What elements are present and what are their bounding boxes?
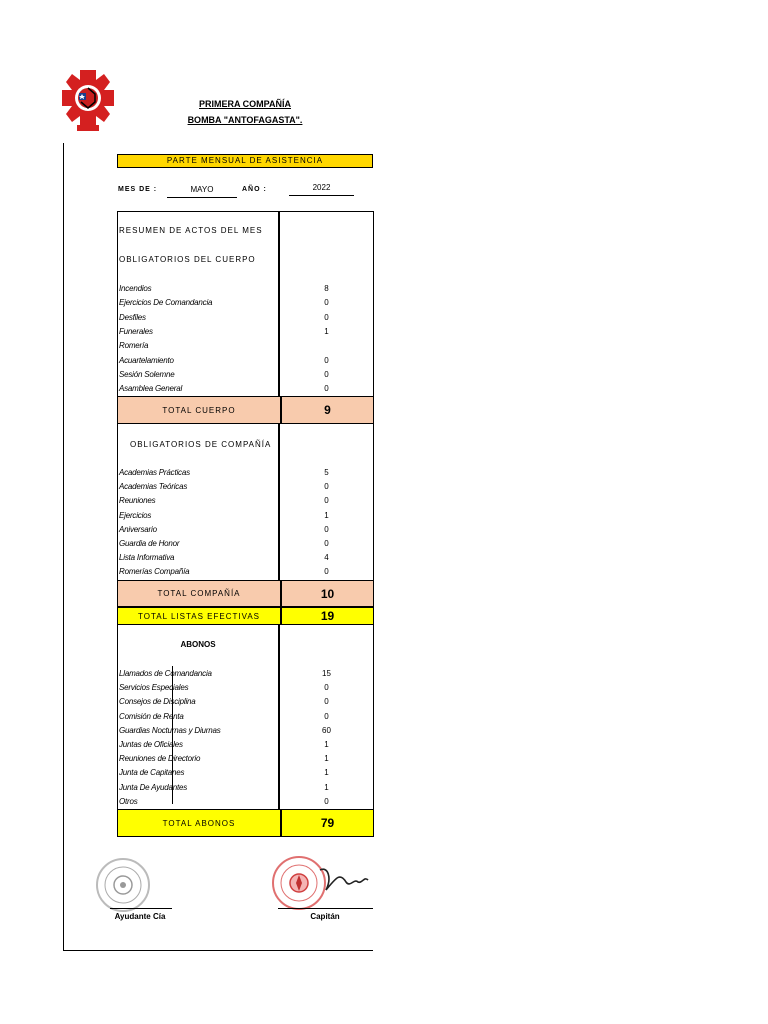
row-value: 0 — [324, 683, 329, 693]
table-row — [119, 697, 374, 711]
row-value: 0 — [324, 796, 329, 806]
table-row — [119, 341, 374, 355]
row-value: 1 — [324, 510, 329, 520]
row-value: 60 — [322, 725, 331, 735]
row-label: Ejercicios De Comandancia — [119, 298, 213, 308]
row-label: Junta De Ayudantes — [119, 782, 188, 792]
bomba-name: BOMBA "ANTOFAGASTA". — [187, 115, 303, 125]
table-row — [119, 356, 374, 370]
row-label: Academias Prácticas — [119, 468, 190, 477]
capitan-signature — [318, 862, 370, 894]
row-label: Guardias Nocturnas y Diurnas — [119, 725, 221, 735]
row-value: 1 — [324, 768, 329, 778]
table-row — [119, 783, 374, 797]
row-value: 1 — [324, 782, 329, 792]
row-value: 1 — [324, 740, 329, 749]
cuerpo-section-title: OBLIGATORIOS DEL CUERPO — [119, 255, 256, 264]
row-value: 0 — [324, 312, 329, 322]
row-value: 0 — [324, 482, 329, 492]
total-abonos-row — [117, 809, 374, 837]
table-row — [119, 370, 374, 384]
table-row — [119, 726, 374, 740]
ayudante-stamp — [96, 858, 150, 912]
total-compania-row — [117, 580, 374, 607]
table-row — [119, 768, 374, 782]
frame-left-border — [63, 143, 64, 951]
table-row — [119, 525, 374, 539]
row-label: Desfiles — [119, 312, 146, 322]
row-label: Guardia de Honor — [119, 539, 180, 548]
row-value: 0 — [324, 711, 329, 721]
row-label: Otros — [119, 796, 138, 806]
anio-label: AÑO : — [242, 186, 267, 193]
table-row — [119, 712, 374, 726]
total-abonos-label: TOTAL ABONOS — [162, 818, 236, 828]
table-row — [119, 298, 374, 312]
table-row — [119, 511, 374, 525]
anio-value: 2022 — [289, 183, 354, 196]
row-value: 0 — [324, 355, 329, 365]
total-listas-row — [117, 607, 374, 625]
row-value: 0 — [324, 567, 329, 577]
row-label: Comisión de Renta — [119, 711, 184, 721]
table-row — [119, 482, 374, 496]
row-value: 0 — [324, 539, 329, 548]
total-listas-value: 19 — [280, 608, 373, 624]
mes-value: MAYO — [167, 185, 237, 198]
row-label: Reuniones de Directorio — [119, 754, 201, 764]
row-value: 0 — [324, 496, 329, 506]
company-logo — [62, 68, 114, 134]
table-row — [119, 669, 374, 683]
row-value: 1 — [324, 754, 329, 764]
row-label: Academias Teóricas — [119, 482, 188, 492]
compania-section-title: OBLIGATORIOS DE COMPAÑÍA — [130, 440, 272, 449]
table-row — [119, 754, 374, 768]
mes-label: MES DE : — [118, 186, 158, 193]
row-label: Romería — [119, 341, 149, 351]
row-value: 0 — [324, 524, 329, 534]
row-label: Consejos de Disciplina — [119, 697, 196, 707]
ayudante-label: Ayudante Cía — [114, 912, 166, 921]
row-value: 0 — [324, 697, 329, 707]
row-value: 0 — [324, 369, 329, 379]
capitan-label: Capitán — [310, 912, 340, 921]
table-row — [119, 553, 374, 567]
total-compania-label: TOTAL COMPAÑÍA — [157, 589, 241, 598]
table-row — [119, 468, 374, 482]
row-label: Asamblea General — [119, 384, 183, 394]
table-row — [119, 284, 374, 298]
row-label: Funerales — [119, 326, 153, 336]
row-label: Reuniones — [119, 496, 156, 506]
abonos-section-title: ABONOS — [180, 640, 216, 649]
table-row — [119, 683, 374, 697]
row-label: Servicios Especiales — [119, 683, 189, 693]
row-value: 8 — [324, 284, 329, 293]
row-label: Sesión Solemne — [119, 369, 175, 379]
row-label: Aniversario — [119, 524, 157, 534]
row-label: Incendios — [119, 284, 152, 293]
row-value: 4 — [324, 553, 329, 563]
row-label: Lista Informativa — [119, 553, 175, 563]
row-value: 0 — [324, 384, 329, 394]
frame-bottom-border — [63, 950, 373, 951]
row-label: Juntas de Oficiales — [119, 740, 183, 749]
row-label: Romerías Compañía — [119, 567, 190, 577]
row-value: 5 — [324, 468, 329, 477]
total-cuerpo-row — [117, 396, 374, 424]
table-row — [119, 327, 374, 341]
total-cuerpo-value: 9 — [280, 397, 373, 423]
row-label: Ejercicios — [119, 510, 152, 520]
row-label: Acuartelamiento — [119, 355, 174, 365]
table-row — [119, 539, 374, 553]
row-label: Llamados de Comandancia — [119, 669, 212, 678]
row-label: Junta de Capitanes — [119, 768, 185, 778]
company-name: PRIMERA COMPAÑÍA — [199, 99, 291, 109]
table-row — [119, 313, 374, 327]
row-value: 15 — [322, 669, 331, 678]
total-abonos-value: 79 — [280, 810, 373, 836]
table-row — [119, 496, 374, 510]
ayudante-signature-line — [110, 908, 172, 909]
row-value: 0 — [324, 298, 329, 308]
row-value: 1 — [324, 326, 329, 336]
resumen-title: RESUMEN DE ACTOS DEL MES — [119, 226, 263, 235]
capitan-signature-line — [278, 908, 373, 909]
total-listas-label: TOTAL LISTAS EFECTIVAS — [137, 611, 261, 621]
total-cuerpo-label: TOTAL CUERPO — [162, 405, 236, 415]
report-title: PARTE MENSUAL DE ASISTENCIA — [117, 154, 373, 168]
total-compania-value: 10 — [280, 581, 373, 606]
table-row — [119, 740, 374, 754]
